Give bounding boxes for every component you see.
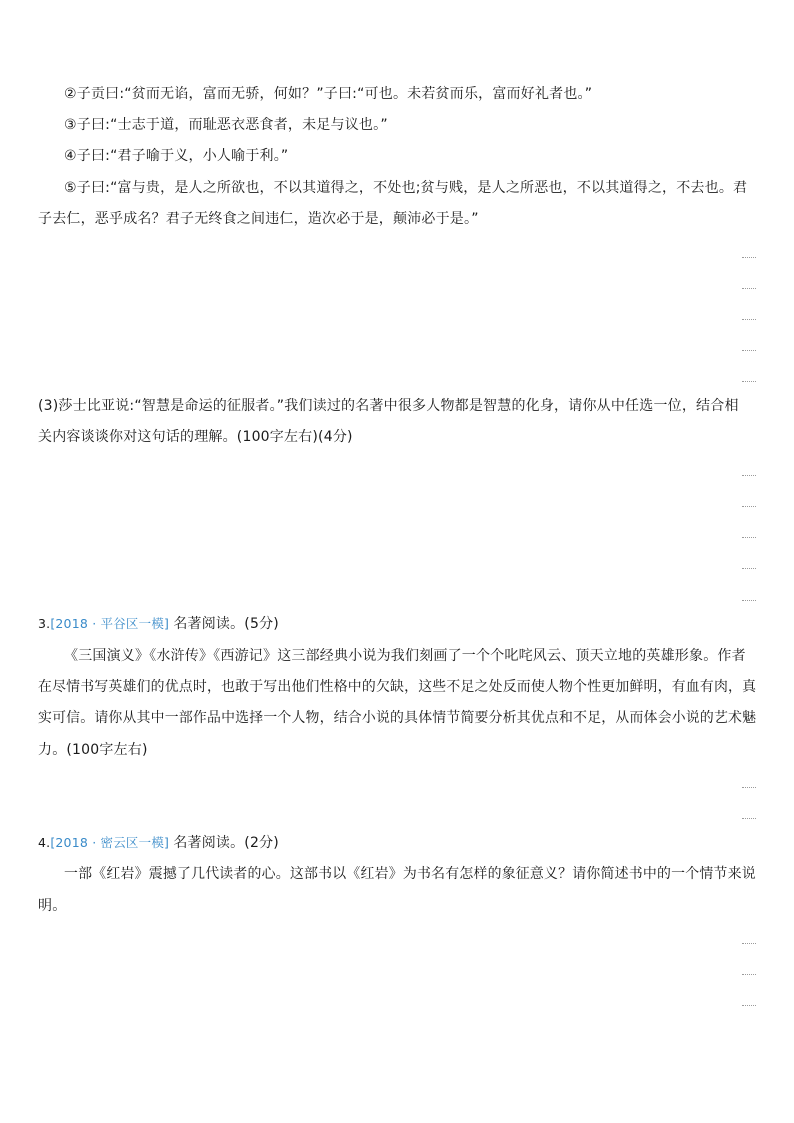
- passage-item-5-line-1: ⑤子曰:“富与贵，是人之所欲也，不以其道得之，不处也;贫与贱，是人之所恶也，不以其道得之，不去也。君: [64, 180, 748, 196]
- answer-blank[interactable]: [742, 568, 756, 569]
- question-4-header: [38, 833, 279, 853]
- answer-blank[interactable]: [742, 787, 756, 788]
- question-number: 3.: [38, 616, 51, 631]
- question-3-line-4: 力。(100字左右): [38, 742, 148, 758]
- question-4-line-1: 一部《红岩》震撼了几代读者的心。这部书以《红岩》为书名有怎样的象征意义？请你简述书中的一个情节来说: [64, 866, 756, 882]
- passage-item-5-line-2: 子去仁，恶乎成名？君子无终食之间违仁，造次必于是，颠沛必于是。”: [38, 211, 479, 227]
- answer-blank[interactable]: [742, 319, 756, 320]
- question-3-line-1: 《三国演义》《水浒传》《西游记》这三部经典小说为我们刻画了一个个叱咤风云、顶天立地的英雄形象。作者: [64, 648, 746, 664]
- answer-blank[interactable]: [742, 381, 756, 382]
- answer-blank[interactable]: [742, 818, 756, 819]
- question-3-line-3: 实可信。请你从其中一部作品中选择一个人物，结合小说的具体情节简要分析其优点和不足，从而体会小说的艺术魅: [38, 710, 757, 726]
- question-2-3-line-1: (3)莎士比亚说:“智慧是命运的征服者。”我们读过的名著中很多人物都是智慧的化身，请你从中任选一位，结合相: [38, 398, 739, 414]
- answer-blank[interactable]: [742, 350, 756, 351]
- question-source: [2018 · 平谷区一模]: [50, 616, 170, 631]
- question-title: 名著阅读。(5分): [173, 616, 279, 632]
- question-4-line-2: 明。: [38, 898, 67, 914]
- answer-blank[interactable]: [742, 288, 756, 289]
- answer-blank[interactable]: [742, 537, 756, 538]
- answer-blank[interactable]: [742, 506, 756, 507]
- question-title: 名著阅读。(2分): [173, 835, 279, 851]
- answer-blank[interactable]: [742, 1005, 756, 1006]
- passage-item-4: ④子曰:“君子喻于义，小人喻于利。”: [64, 148, 289, 164]
- answer-blank[interactable]: [742, 943, 756, 944]
- question-2-3-line-2: 关内容谈谈你对这句话的理解。(100字左右)(4分): [38, 429, 353, 445]
- answer-blank[interactable]: [742, 974, 756, 975]
- question-number: 4.: [38, 835, 51, 850]
- passage-item-3: ③子曰:“士志于道，而耻恶衣恶食者，未足与议也。”: [64, 117, 388, 133]
- question-3-header: [38, 614, 279, 634]
- question-source: [2018 · 密云区一模]: [50, 835, 170, 850]
- answer-blank[interactable]: [742, 475, 756, 476]
- question-3-line-2: 在尽情书写英雄们的优点时，也敢于写出他们性格中的欠缺，这些不足之处反而使人物个性更加鲜明，有血有肉，真: [38, 679, 757, 695]
- answer-blank[interactable]: [742, 257, 756, 258]
- passage-item-2: ②子贡曰:“贫而无谄，富而无骄，何如？”子曰:“可也。未若贫而乐，富而好礼者也。”: [64, 86, 593, 102]
- answer-blank[interactable]: [742, 600, 756, 601]
